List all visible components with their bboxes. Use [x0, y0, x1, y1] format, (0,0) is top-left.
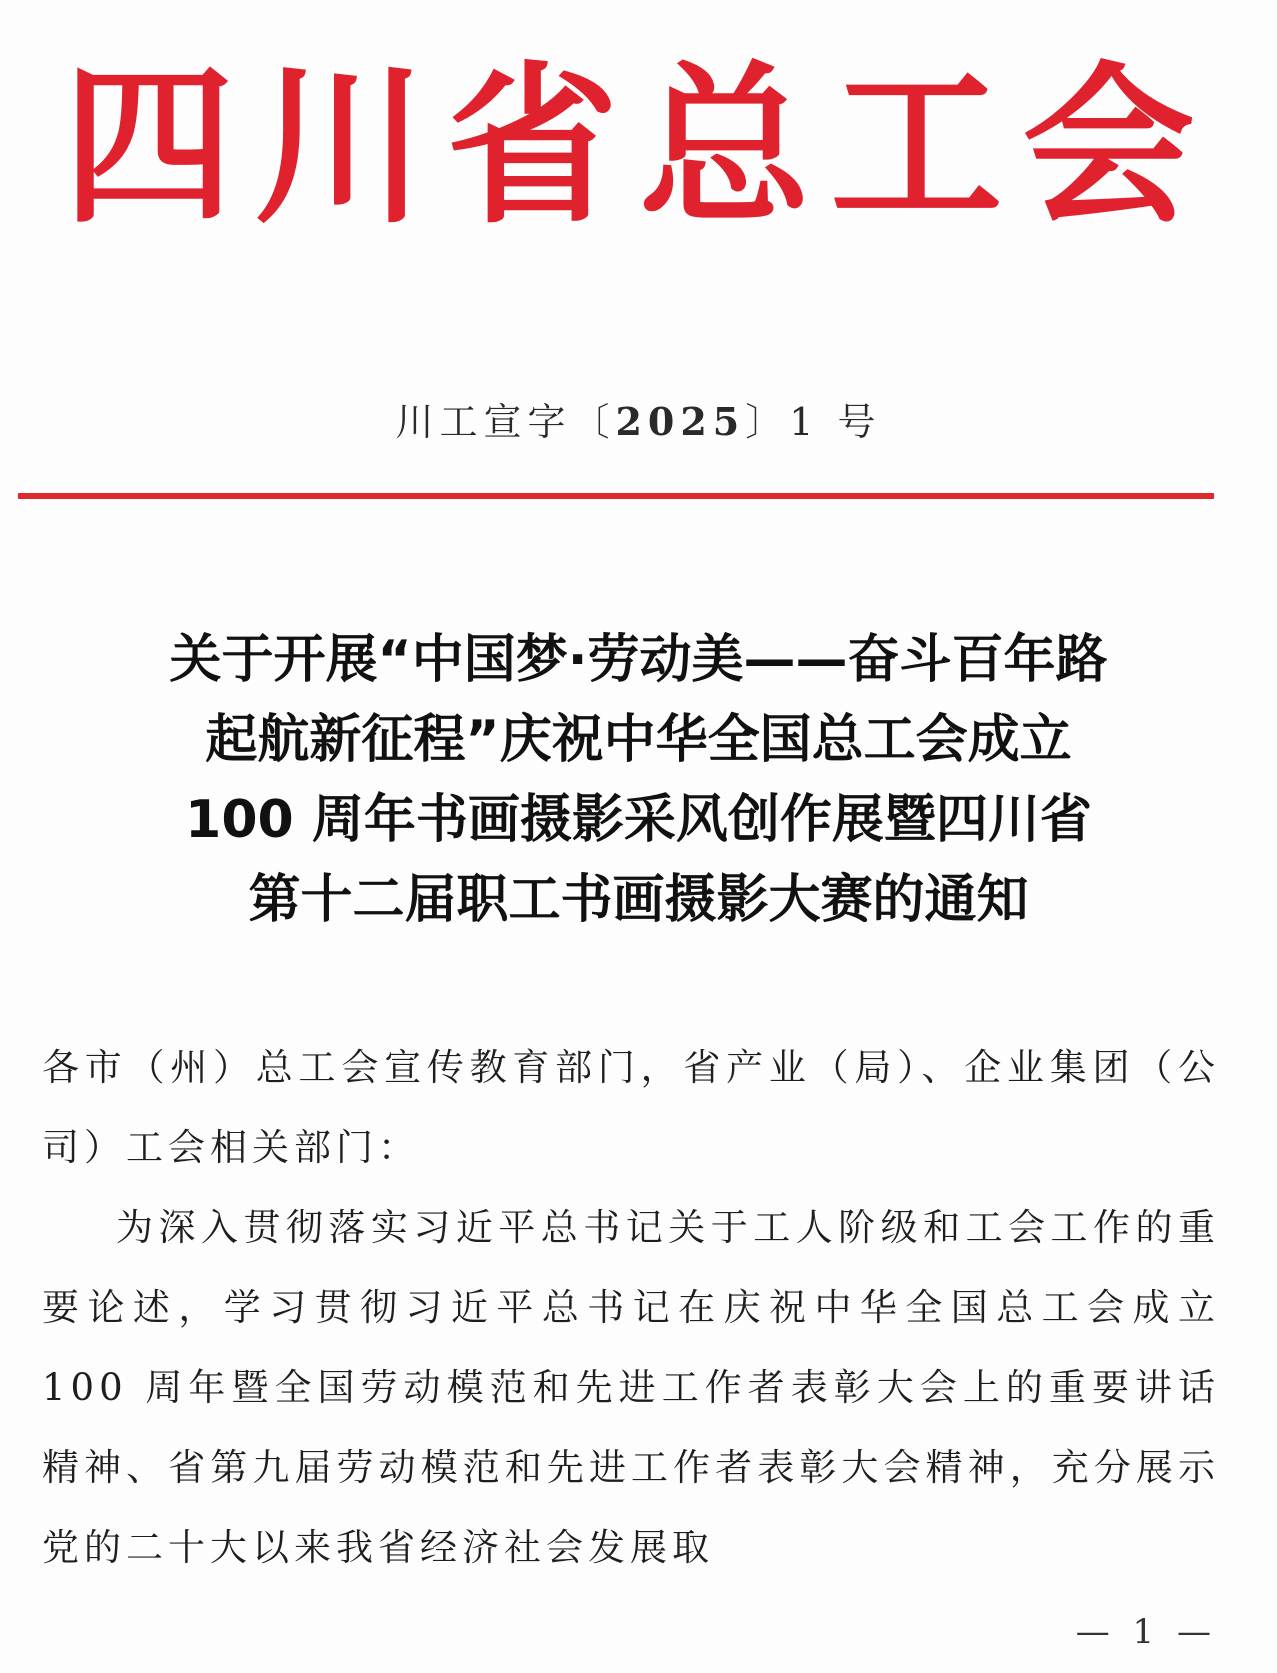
document-number-prefix: 川工宣字〔: [395, 400, 616, 444]
document-number-suffix: 〕1 号: [745, 400, 882, 444]
document-number-year: 2025: [615, 399, 746, 444]
document-number: [0, 398, 1277, 446]
title-line-1: 关于开展“中国梦·劳动美——奋斗百年路: [169, 630, 1108, 690]
title-line-3: 100 周年书画摄影采风创作展暨四川省: [185, 790, 1092, 850]
title-line-4: 第十二届职工书画摄影大赛的通知: [248, 870, 1029, 930]
document-title: [30, 620, 1247, 940]
page-number: — 1 —: [1075, 1612, 1217, 1652]
organization-header: 四川省总工会: [62, 46, 1215, 247]
body-paragraph-1: 为深入贯彻落实习近平总书记关于工人阶级和工会工作的重要论述，学习贯彻习近平总书记在庆祝中华全国总工会成立 100 周年暨全国劳动模范和先进工作者表彰大会上的重要讲话精神、省第九届劳动模范和先进工作者表彰大会精神，充分展示党的二十大以来我省经济社会发展取: [42, 1206, 1220, 1569]
addressee: 各市（州）总工会宣传教育部门，省产业（局）、企业集团（公司）工会相关部门：: [42, 1046, 1220, 1169]
title-line-2: 起航新征程”庆祝中华全国总工会成立: [205, 710, 1072, 770]
red-divider-line: [18, 493, 1214, 499]
document-body: [42, 1028, 1220, 1588]
